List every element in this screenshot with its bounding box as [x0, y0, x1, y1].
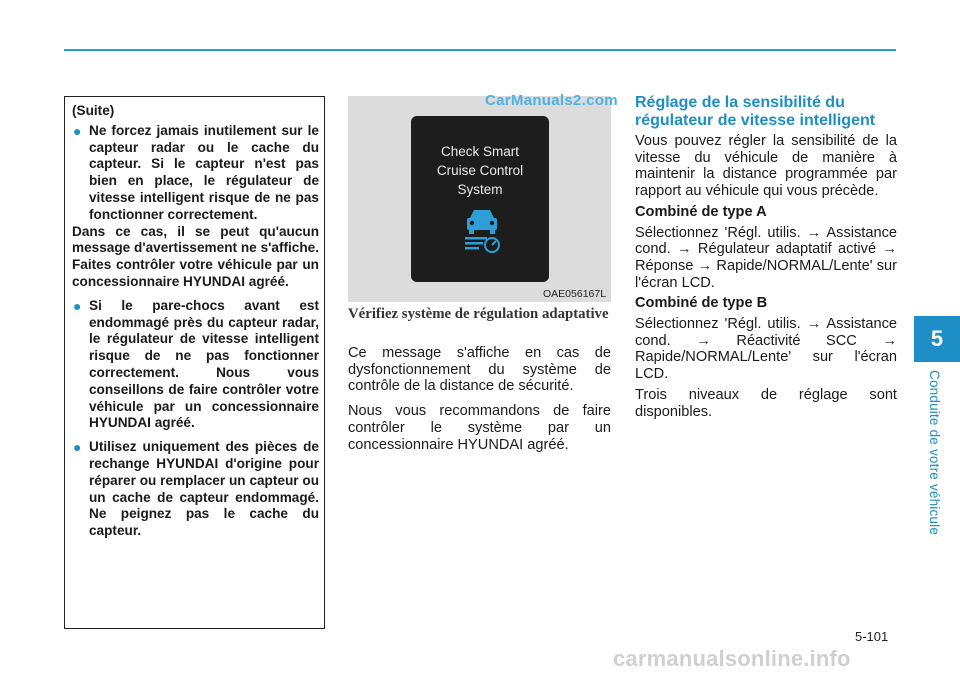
page-number: 5-101	[855, 629, 889, 644]
section-title: Conduite de votre véhicule	[927, 370, 942, 536]
section-number-tab: 5	[914, 316, 960, 362]
bullet-dot: ●	[73, 439, 82, 456]
subheading: Combiné de type A	[635, 203, 767, 220]
section-heading: Réglage de la sensibilité du régulateur de vitesse intelligent	[635, 94, 876, 129]
figure-label: OAE056167L	[543, 288, 607, 300]
paragraph: Ce message s'affiche en cas de dysfonctionnement du système de contrôle de la distance de sécurité.	[348, 345, 611, 395]
screen-line: System	[457, 182, 503, 197]
paragraph: Sélectionnez 'Régl. utilis. → Assistance cond. → Régulateur adaptatif activé → Réponse → Rapide/NORMAL/Lente' sur l'écran LCD.	[635, 224, 897, 291]
bullet-text: Si le pare-chocs avant est endommagé près du capteur radar, le régulateur de vitesse intelligent risque de ne pas fonctionner correctement. Nous vous conseillons de faire contrôler votre véhicule par un concessionnaire HYUNDAI agréé.	[89, 297, 319, 431]
bullet-text: Ne forcez jamais inutilement sur le capteur radar ou le cache du capteur. Si le capteur n'est pas bien en place, le régulateur de vitesse intelligent risque de ne pas fonctionner correctement.	[89, 122, 319, 222]
cluster-screen	[411, 116, 549, 282]
paragraph: Sélectionnez 'Régl. utilis. → Assistance cond. → Réactivité SCC → Rapide/NORMAL/Lente' sur l'écran LCD.	[635, 316, 897, 383]
warning-bullet	[72, 298, 319, 432]
warning-box	[64, 96, 325, 629]
paragraph: Trois niveaux de réglage sont disponibles.	[635, 386, 897, 420]
screen-line: Check Smart	[440, 144, 520, 159]
screen-line: Cruise Control	[436, 163, 524, 178]
right-text	[635, 133, 897, 424]
warning-title: (Suite)	[72, 103, 115, 118]
car-radar-warning-icon	[461, 206, 503, 256]
subheading: Combiné de type B	[635, 295, 768, 312]
middle-text	[348, 345, 611, 453]
watermark: CarManuals2.com	[485, 92, 618, 109]
bullet-dot: ●	[73, 122, 82, 139]
paragraph: Vous pouvez régler la sensibilité de la vitesse du véhicule de manière à maintenir la distance programmée par rapport au véhicule qui vous précède.	[635, 133, 897, 200]
bullet-dot: ●	[73, 297, 82, 314]
bullet-text: Utilisez uniquement des pièces de rechange HYUNDAI d'origine pour réparer ou remplacer un capteur ou un cache de capteur endommagé. Ne peignez pas le cache du capteur.	[89, 439, 319, 539]
header-rule	[64, 49, 896, 51]
footer-watermark: carmanualsonline.info	[613, 646, 851, 671]
warning-subparagraph: Dans ce cas, il se peut qu'aucun message d'avertissement ne s'affiche. Faites contrôler votre véhicule par un concessionnaire HYUNDAI agréé.	[72, 223, 319, 289]
warning-bullet	[72, 439, 319, 540]
warning-bullet	[72, 123, 319, 224]
paragraph: Nous vous recommandons de faire contrôler le système par un concessionnaire HYUNDAI agréé.	[348, 403, 611, 453]
section-heading: Vérifiez système de régulation adaptative	[348, 306, 609, 322]
